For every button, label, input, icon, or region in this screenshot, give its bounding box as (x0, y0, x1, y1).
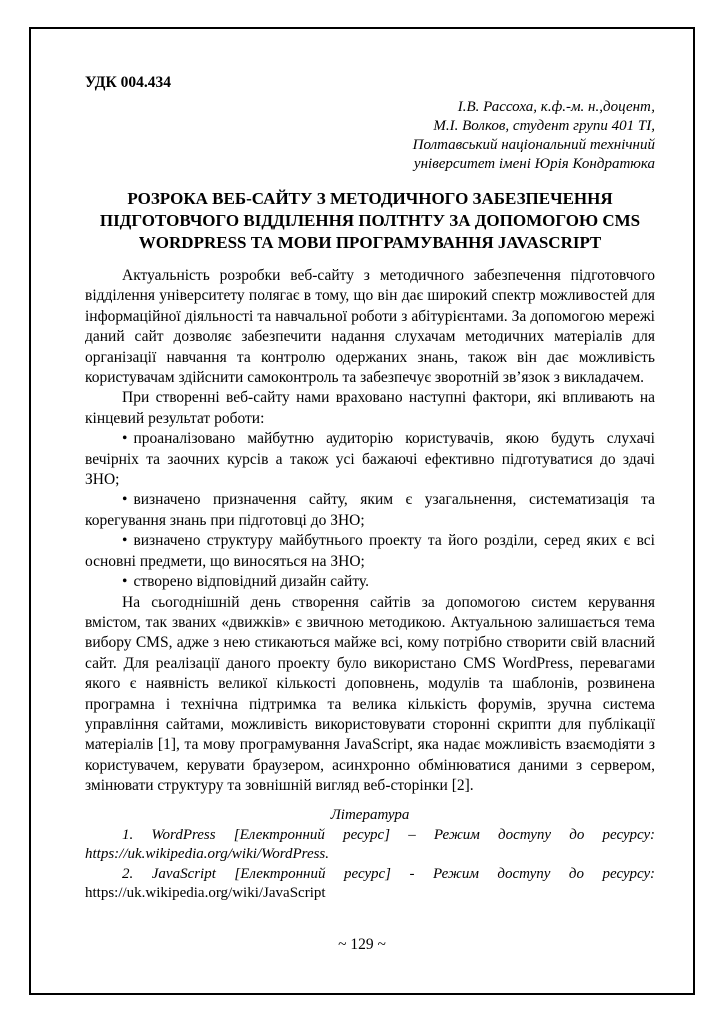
affiliation-line: Полтавський національний технічний (412, 137, 655, 153)
bullet-icon: • (122, 430, 128, 448)
bullet-icon: • (122, 491, 128, 509)
bullet-icon: • (122, 532, 128, 550)
paragraph-cms: На сьогоднішній день створення сайтів за допомогою систем керування вмістом, так званих «движків» є звичною методикою. Актуальною залишається тема вибору CMS, адже з нею стикаються майже всі, кому потрібно створити свій власний сайт. Для реалізації даного проекту було використано CMS WordPress, перевагами якого є наявність великої кількості доповнень, модулів та шаблонів, розвинена програмна і технічна підтримка та велика кількість форумів, зручна система управління сайтами, можливість використовувати сторонні скрипти для публікації матеріалів [1], та мову програмування JavaScript, яка надає можливість взаємодіяти з користувачем, керувати браузером, асинхронно обмінюватися даними з сервером, змінювати структуру та зовнішній вигляд веб-сторінки [2]. (85, 593, 655, 795)
bullet-icon: • (122, 573, 128, 591)
references-heading: Література (330, 806, 410, 823)
reference-item (85, 865, 655, 904)
bullet-item (85, 572, 655, 592)
reference-url: https://uk.wikipedia.org/wiki/JavaScript (85, 885, 326, 902)
page-content (85, 74, 655, 904)
page-number: ~ 129 ~ (338, 936, 386, 953)
reference-item (85, 826, 655, 865)
bullet-text: визначено структуру майбутнього проекту та його розділи, серед яких є всі основні предмети, що виносяться на ЗНО; (85, 532, 655, 570)
bullet-item (85, 490, 655, 531)
paragraph-intro: Актуальність розробки веб-сайту з методичного забезпечення підготовчого відділення університету полягає в тому, що він дає широкий спектр можливостей для інформаційної діяльності та навчальної роботи з абітурієнтами. За допомогою мережі даний сайт дозволяє забезпечити надання слухачам методичних матеріалів для організації навчання та контролю одержаних знань, також він дає можливість користувачам здійснити самоконтроль та забезпечує зворотній зв’язок з викладачем. (85, 267, 655, 387)
reference-text: 2. JavaScript [Електронний ресурс] - Режим доступу до ресурсу: (122, 865, 655, 882)
bullet-text: визначено призначення сайту, яким є узагальнення, систематизація та корегування знань при підготовці до ЗНО; (85, 491, 655, 529)
paper-title: РОЗРОКА ВЕБ-САЙТУ З МЕТОДИЧНОГО ЗАБЕЗПЕЧЕННЯ ПІДГОТОВЧОГО ВІДДІЛЕННЯ ПОЛТНТУ ЗА ДОПОМОГОЮ CMS WORDPRESS ТА МОВИ ПРОГРАМУВАННЯ JAVASCRIPT (99, 189, 641, 252)
bullet-text: створено відповідний дизайн сайту. (133, 573, 369, 591)
bullet-item (85, 429, 655, 490)
author-line: М.І. Волков, студент групи 401 ТІ, (433, 118, 655, 134)
bullet-text: проаналізовано майбутню аудиторію користувачів, якою будуть слухачі вечірніх та заочних курсів а також усі бажаючі ефективно підготуватися до здачі ЗНО; (85, 430, 655, 489)
udc-code: УДК 004.434 (85, 74, 171, 91)
author-line: І.В. Рассоха, к.ф.-м. н.,доцент, (457, 99, 655, 115)
author-block (85, 98, 655, 174)
bullet-item (85, 531, 655, 572)
paragraph-factors: При створенні веб-сайту нами враховано наступні фактори, які впливають на кінцевий результат роботи: (85, 389, 655, 427)
affiliation-line: університет імені Юрія Кондратюка (413, 156, 655, 172)
reference-text: 1. WordPress [Електронний ресурс] – Режим доступу до ресурсу: https://uk.wikipedia.org/wiki/WordPress. (85, 826, 655, 863)
